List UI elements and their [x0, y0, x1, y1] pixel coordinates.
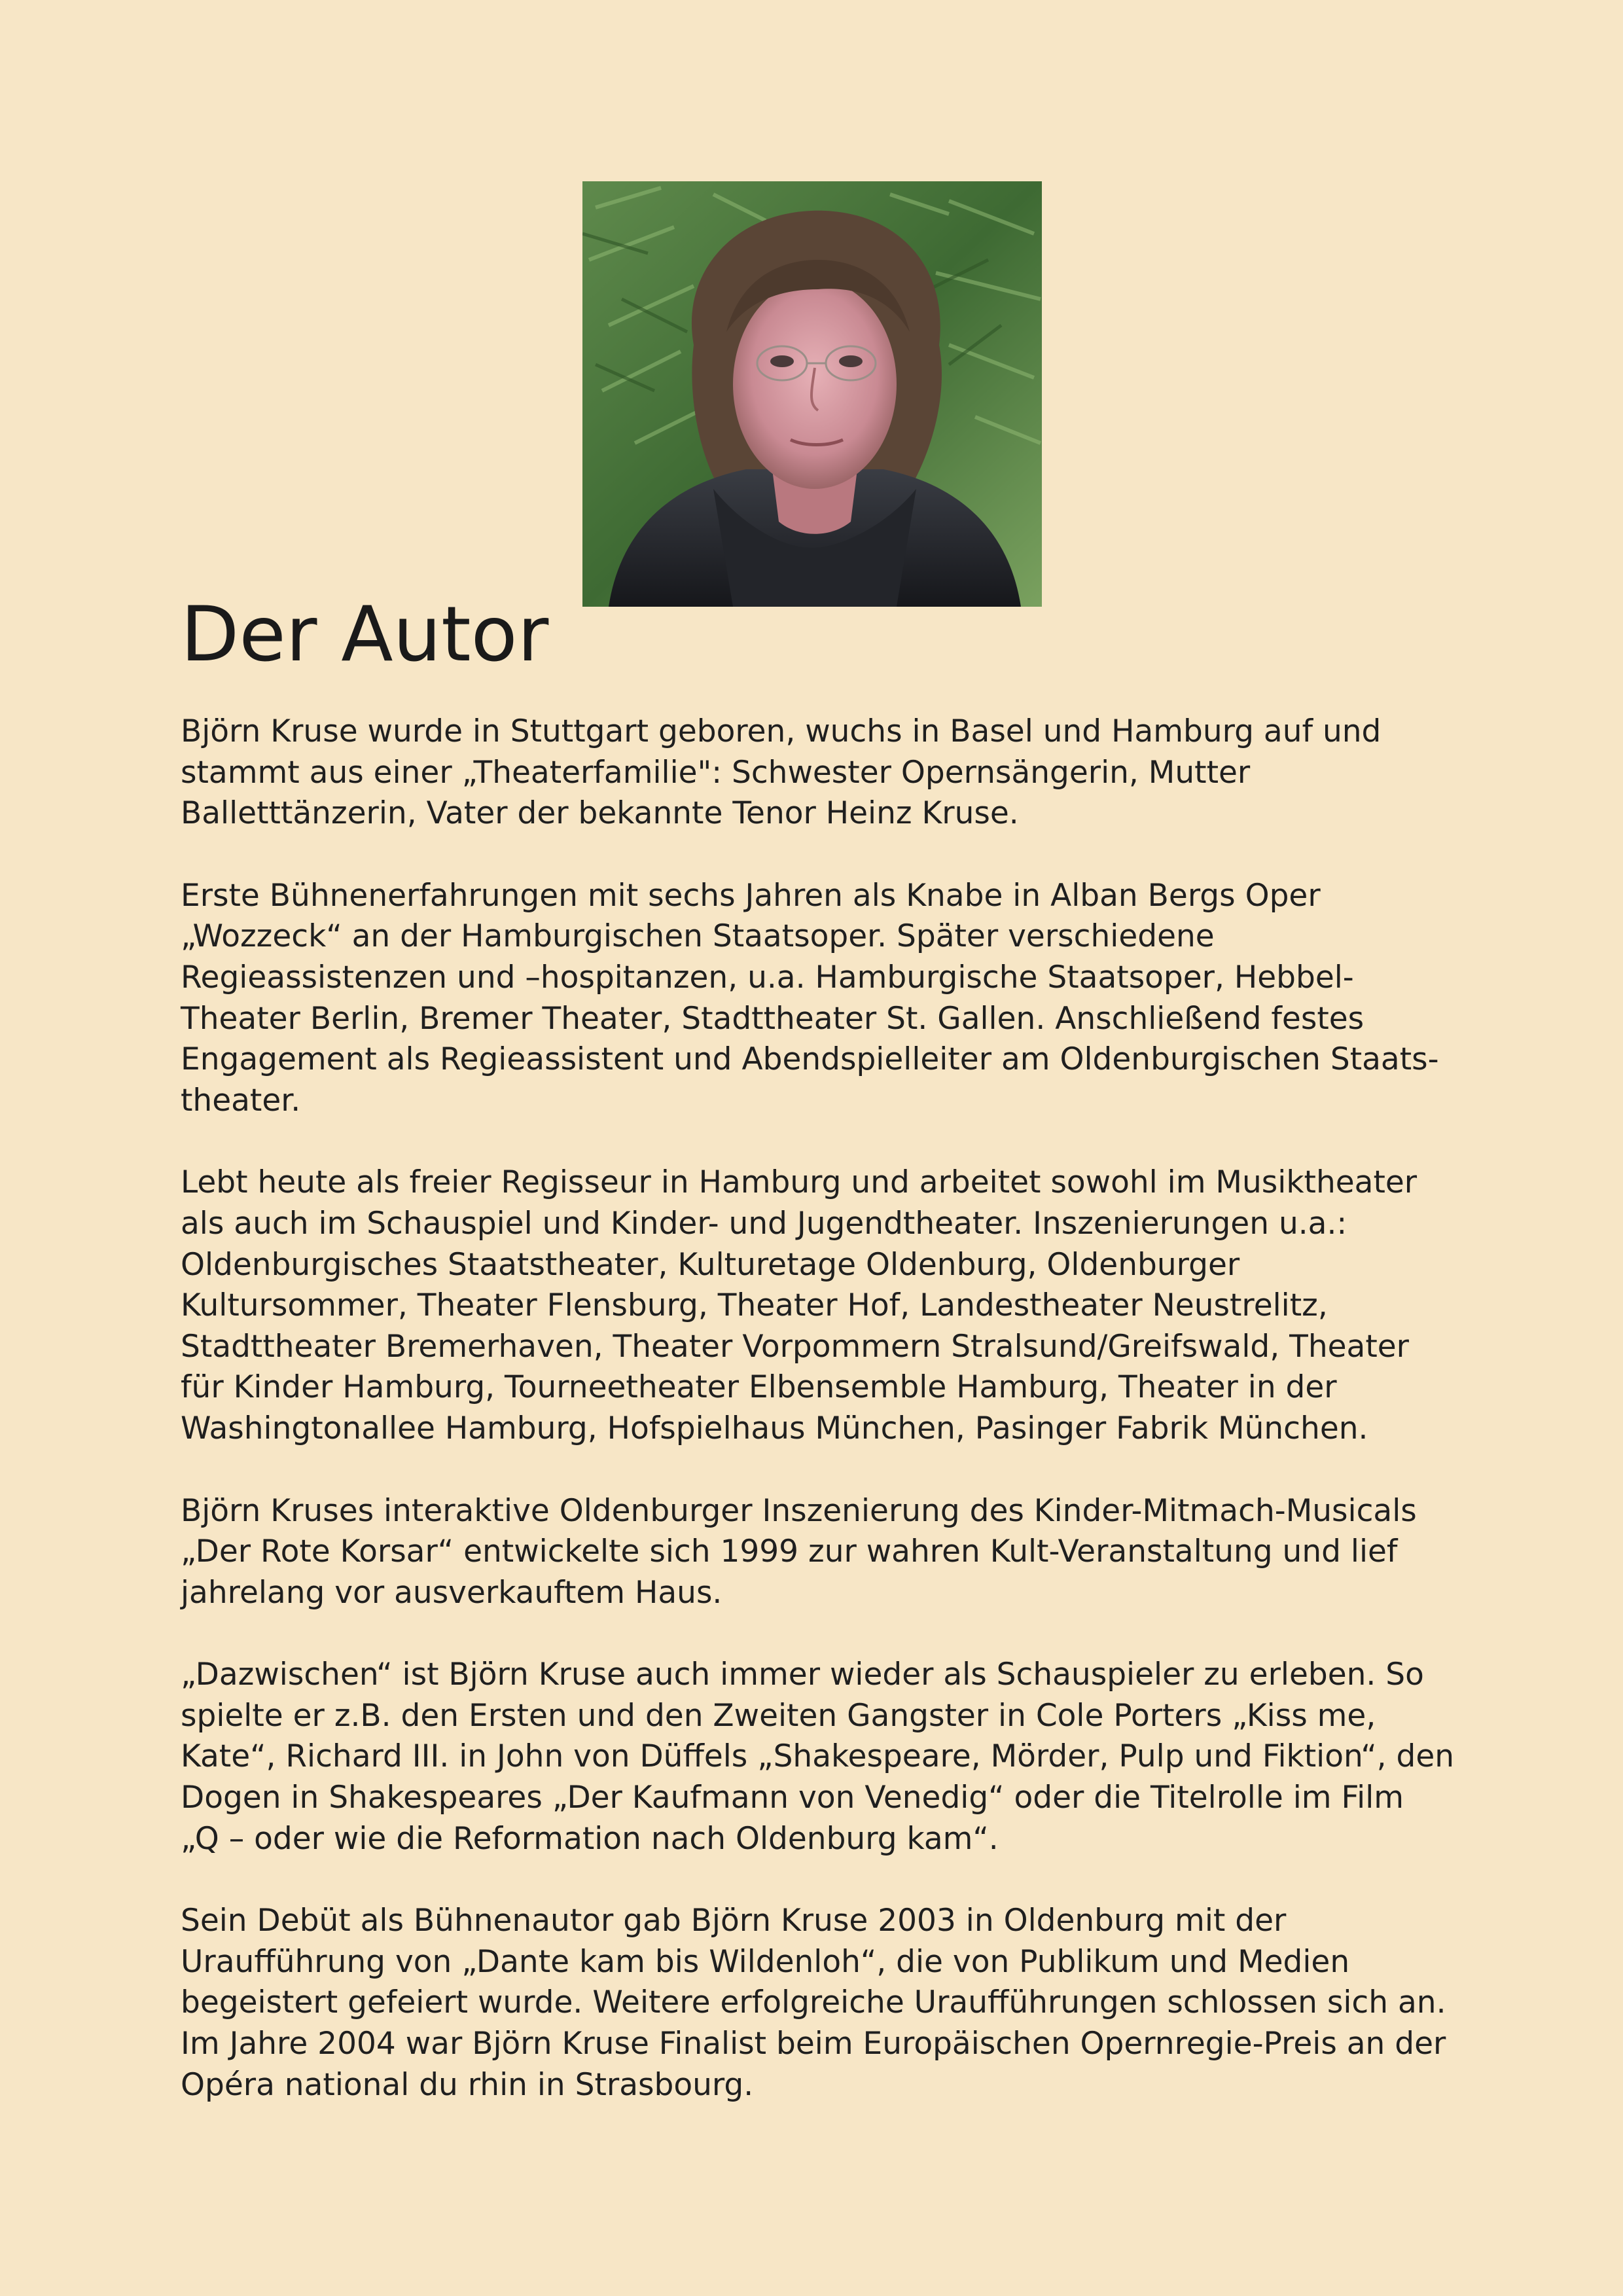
text-line: stammt aus einer „Theaterfamilie": Schwester Opernsängerin, Mutter: [181, 754, 1251, 791]
text-line: Stadttheater Bremerhaven, Theater Vorpommern Stralsund/Greifswald, Theater: [181, 1328, 1409, 1365]
text-line: Opéra national du rhin in Strasbourg.: [181, 2066, 754, 2103]
paragraph-career: [181, 1162, 1463, 1449]
paragraph-musical: [181, 1491, 1463, 1614]
text-line: Washingtonallee Hamburg, Hofspielhaus München, Pasinger Fabrik München.: [181, 1410, 1368, 1446]
text-line: „Wozzeck“ an der Hamburgischen Staatsoper. Später verschiedene: [181, 918, 1215, 955]
text-line: als auch im Schauspiel und Kinder- und Jugendtheater. Inszenierungen u.a.:: [181, 1205, 1347, 1242]
paragraph-early-stage: [181, 876, 1463, 1122]
text-line: Engagement als Regieassistent und Abendspielleiter am Oldenburgischen Staats-: [181, 1041, 1439, 1078]
biography-text: [181, 711, 1463, 2147]
portrait-illustration: [582, 181, 1042, 607]
text-line: begeistert gefeiert wurde. Weitere erfolgreiche Uraufführungen schlossen sich an.: [181, 1984, 1446, 2021]
text-line: Lebt heute als freier Regisseur in Hamburg und arbeitet sowohl im Musiktheater: [181, 1164, 1418, 1201]
text-line: Uraufführung von „Dante kam bis Wildenloh“, die von Publikum und Medien: [181, 1943, 1350, 1980]
text-line: Kultursommer, Theater Flensburg, Theater Hof, Landestheater Neustrelitz,: [181, 1287, 1328, 1324]
author-portrait-photo: [582, 181, 1042, 607]
text-line: „Der Rote Korsar“ entwickelte sich 1999 zur wahren Kult-Veranstaltung und lief: [181, 1534, 1398, 1570]
text-line: „Dazwischen“ ist Björn Kruse auch immer wieder als Schauspieler zu erleben. So: [181, 1657, 1424, 1693]
text-line: jahrelang vor ausverkauftem Haus.: [181, 1574, 722, 1611]
text-line: Björn Kruses interaktive Oldenburger Inszenierung des Kinder-Mitmach-Musicals: [181, 1492, 1417, 1529]
text-line: Oldenburgisches Staatstheater, Kulturetage Oldenburg, Oldenburger: [181, 1246, 1240, 1283]
text-line: Erste Bühnenerfahrungen mit sechs Jahren als Knabe in Alban Bergs Oper: [181, 877, 1321, 914]
text-line: Regieassistenzen und –hospitanzen, u.a. Hamburgische Staatsoper, Hebbel-: [181, 959, 1354, 996]
text-line: spielte er z.B. den Ersten und den Zweiten Gangster in Cole Porters „Kiss me,: [181, 1697, 1376, 1734]
text-line: Im Jahre 2004 war Björn Kruse Finalist beim Europäischen Opernregie-Preis an der: [181, 2026, 1446, 2062]
text-line: Balletttänzerin, Vater der bekannte Tenor Heinz Kruse.: [181, 795, 1019, 832]
text-line: Sein Debüt als Bühnenautor gab Björn Kruse 2003 in Oldenburg mit der: [181, 1903, 1287, 1939]
page-title: Der Autor: [181, 590, 549, 679]
text-line: Theater Berlin, Bremer Theater, Stadttheater St. Gallen. Anschließend festes: [181, 1000, 1364, 1037]
paragraph-author-debut: [181, 1901, 1463, 2106]
text-line: Björn Kruse wurde in Stuttgart geboren, wuchs in Basel und Hamburg auf und: [181, 713, 1382, 749]
text-line: theater.: [181, 1082, 301, 1119]
paragraph-actor: [181, 1655, 1463, 1859]
text-line: „Q – oder wie die Reformation nach Oldenburg kam“.: [181, 1820, 999, 1857]
text-line: Dogen in Shakespeares „Der Kaufmann von Venedig“ oder die Titelrolle im Film: [181, 1780, 1404, 1816]
text-line: für Kinder Hamburg, Tourneetheater Elbensemble Hamburg, Theater in der: [181, 1369, 1337, 1406]
text-line: Kate“, Richard III. in John von Düffels „Shakespeare, Mörder, Pulp und Fiktion“, den: [181, 1738, 1455, 1775]
paragraph-birth: [181, 711, 1463, 834]
